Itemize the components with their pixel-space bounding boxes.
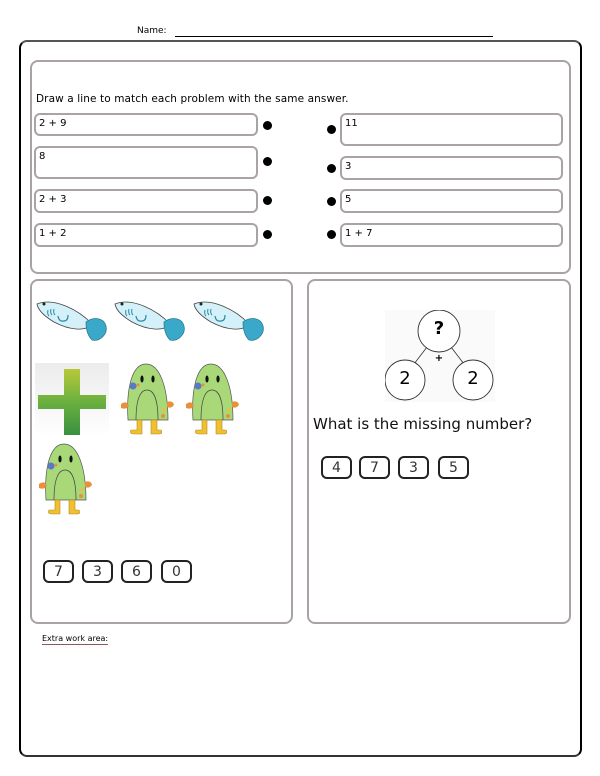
match-left-item: 8	[34, 146, 258, 179]
answer-choice[interactable]: 3	[398, 456, 429, 479]
answer-choice[interactable]: 7	[43, 560, 74, 583]
fish-icon	[34, 292, 109, 350]
match-left-dot[interactable]	[263, 121, 272, 130]
answer-choice[interactable]: 4	[321, 456, 352, 479]
answer-choice[interactable]: 7	[359, 456, 390, 479]
extra-work-label: Extra work area:	[42, 634, 109, 643]
name-label: Name:	[137, 26, 167, 36]
bond-right-value: 2	[467, 368, 479, 389]
answer-choice[interactable]: 6	[121, 560, 152, 583]
match-left-dot[interactable]	[263, 196, 272, 205]
matching-instruction: Draw a line to match each problem with the same answer.	[36, 93, 349, 105]
match-right-dot[interactable]	[327, 230, 336, 239]
match-right-dot[interactable]	[327, 164, 336, 173]
extra-work-area[interactable]	[30, 650, 570, 745]
answer-choice[interactable]: 5	[438, 456, 469, 479]
monster-icon	[181, 358, 243, 438]
bond-left-value: 2	[399, 368, 411, 389]
match-left-item: 2 + 9	[34, 113, 258, 136]
match-right-dot[interactable]	[327, 197, 336, 206]
question-text: What is the missing number?	[313, 415, 533, 433]
name-field[interactable]	[175, 36, 493, 37]
match-left-dot[interactable]	[263, 157, 272, 166]
match-left-item: 1 + 2	[34, 223, 258, 247]
match-right-item: 3	[340, 156, 563, 180]
monster-icon	[116, 358, 178, 438]
bond-top-value: ?	[433, 318, 445, 339]
match-right-item: 1 + 7	[340, 223, 563, 247]
answer-choice[interactable]: 3	[82, 560, 113, 583]
match-right-dot[interactable]	[327, 125, 336, 134]
fish-icon	[191, 292, 266, 350]
match-left-dot[interactable]	[263, 230, 272, 239]
bond-operator: +	[434, 353, 444, 364]
fish-icon	[112, 292, 187, 350]
match-right-item: 11	[340, 113, 563, 146]
match-right-item: 5	[340, 189, 563, 213]
answer-choice[interactable]: 0	[161, 560, 192, 583]
plus-sign-icon	[35, 363, 109, 438]
monster-icon	[34, 438, 96, 518]
match-left-item: 2 + 3	[34, 189, 258, 213]
